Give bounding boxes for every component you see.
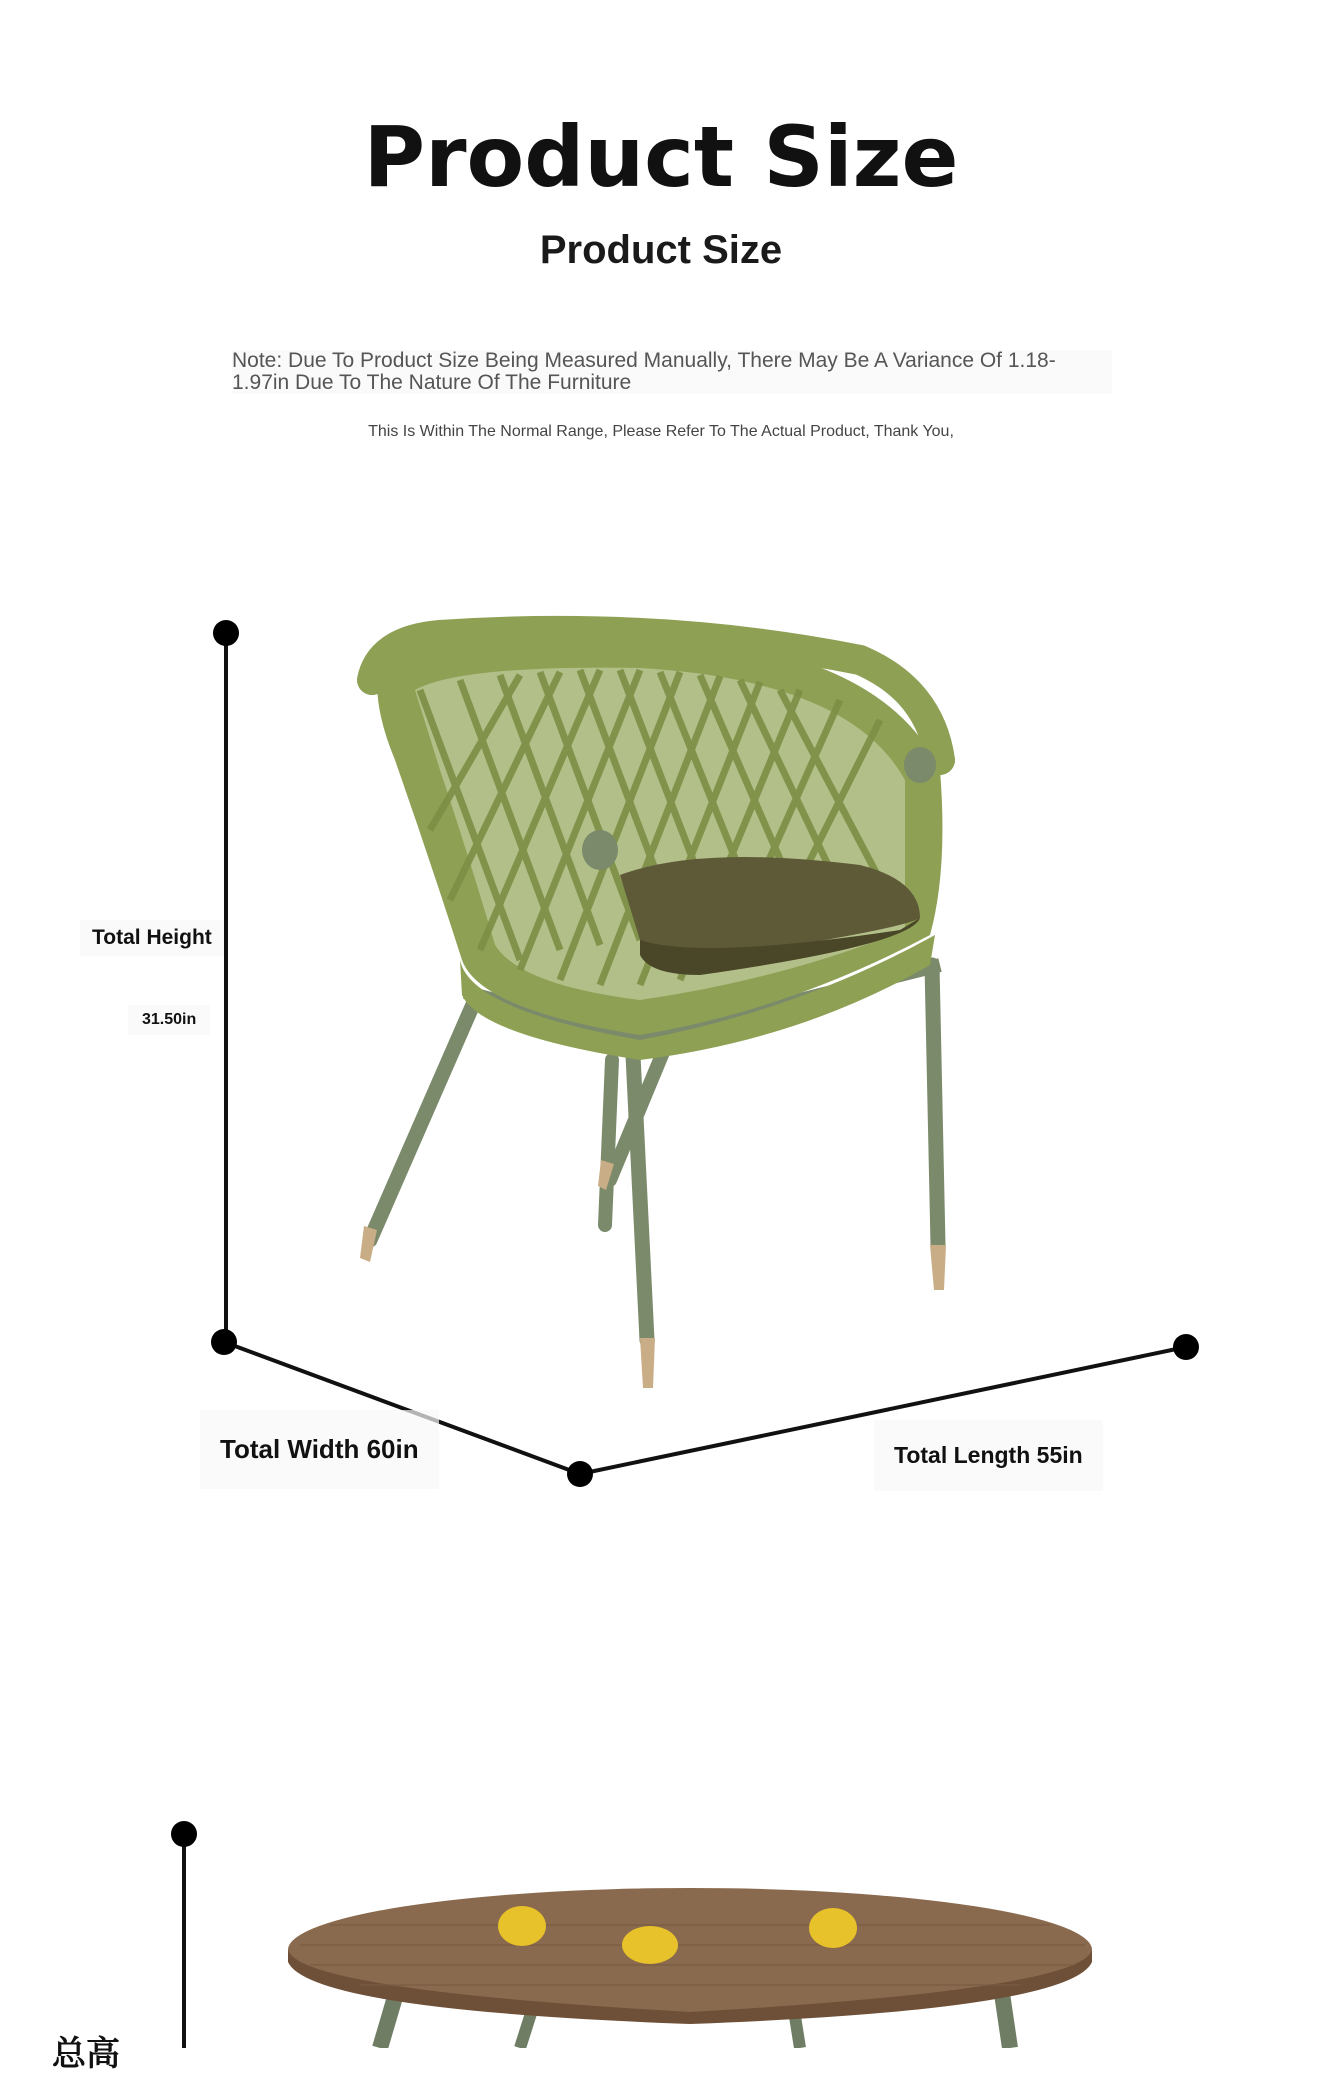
lemon [809,1908,857,1948]
total-height-value: 31.50in [128,1005,210,1035]
table-image [288,1888,1092,2048]
measurement-note: Note: Due To Product Size Being Measured Manually, There May Be A Variance Of 1.18-1.97in Due To The Nature Of The Furniture [232,350,1112,394]
page-title: Product Size [539,228,783,272]
measurement-note-secondary: This Is Within The Normal Range, Please Refer To The Actual Product, Thank You, [368,423,954,440]
total-length-label: Total Length 55in [874,1420,1103,1491]
lemon [498,1906,546,1946]
total-height-label: Total Height [80,920,224,956]
product-size-heading-image: Product Size [363,108,959,206]
lemon [622,1926,678,1964]
table-height-top-point [171,1821,197,1847]
total-width-label: Total Width 60in [200,1410,439,1489]
table-height-label-partial: 总高 [52,2035,120,2073]
